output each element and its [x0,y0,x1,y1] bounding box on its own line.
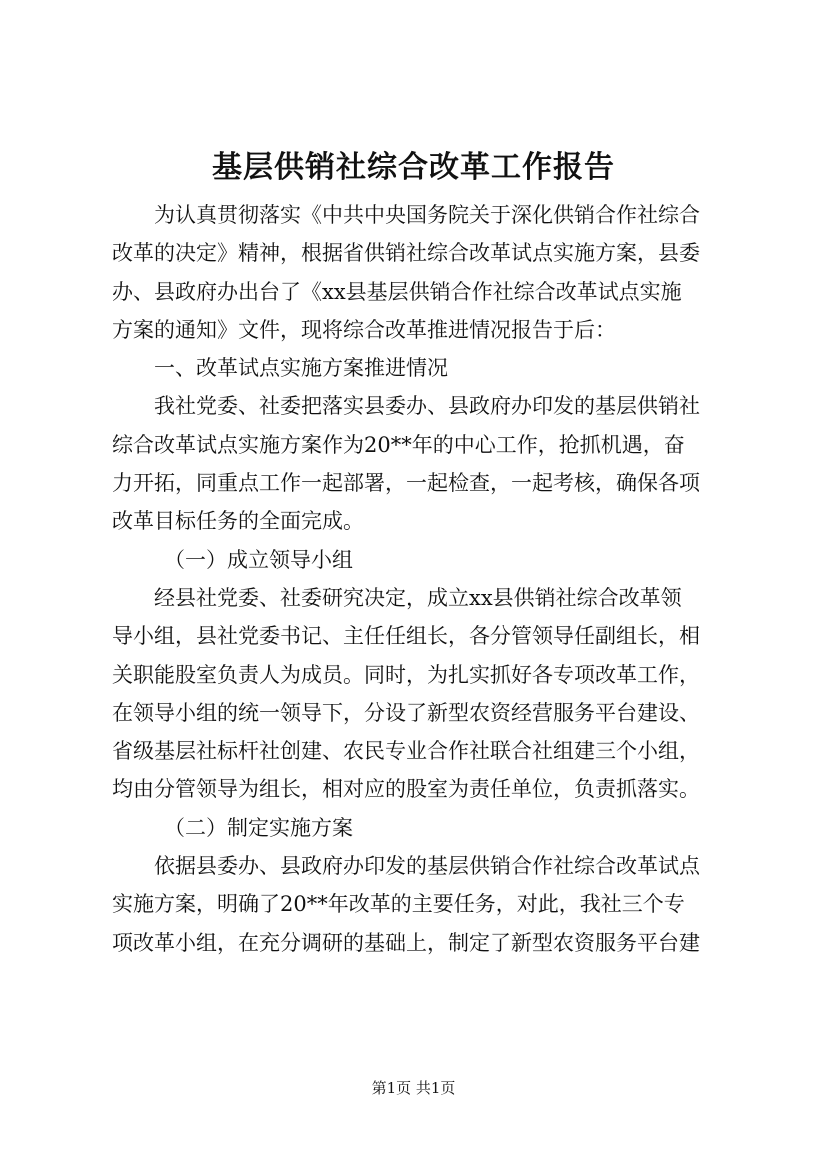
paragraph-line: 关职能股室负责人为成员。同时，为扎实抓好各专项改革工作， [112,662,700,687]
paragraph-line: 改革的决定》精神，根据省供销社综合改革试点实施方案，县委 [112,241,700,266]
paragraph-line: 改革目标任务的全面完成。 [112,509,364,534]
paragraph-line: 在领导小组的统一领导下，分设了新型农资经营服务平台建设、 [112,700,700,725]
paragraph-line: 力开拓，同重点工作一起部署，一起检查，一起考核，确保各项 [112,471,700,496]
paragraph-line: 省级基层社标杆社创建、农民专业合作社联合社组建三个小组， [112,739,700,764]
subsection-heading: （一）成立领导小组 [164,547,353,572]
section-heading: 一、改革试点实施方案推进情况 [154,356,448,381]
paragraph-line: 均由分管领导为组长，相对应的股室为责任单位，负责抓落实。 [112,777,700,802]
paragraph-line: 方案的通知》文件，现将综合改革推进情况报告于后： [112,317,616,342]
paragraph-line: 办、县政府办出台了《xx县基层供销合作社综合改革试点实施 [112,279,682,304]
paragraph-line: 经县社党委、社委研究决定，成立xx县供销社综合改革领 [154,585,682,610]
subsection-heading: （二）制定实施方案 [164,815,353,840]
document-body [112,196,737,962]
paragraph-line: 实施方案，明确了20**年改革的主要任务，对此，我社三个专 [112,892,685,917]
paragraph-line: 导小组，县社党委书记、主任任组长，各分管领导任副组长，相 [112,624,700,649]
paragraph-line: 综合改革试点实施方案作为20**年的中心工作，抢抓机遇，奋 [112,432,685,457]
paragraph-line: 依据县委办、县政府办印发的基层供销合作社综合改革试点 [154,854,700,879]
paragraph-line: 项改革小组，在充分调研的基础上，制定了新型农资服务平台建 [112,930,700,955]
document-title: 基层供销社综合改革工作报告 [212,150,615,185]
paragraph-line: 为认真贯彻落实《中共中央国务院关于深化供销合作社综合 [154,203,700,227]
page-footer: 第1页 共1页 [371,1079,456,1097]
paragraph-line: 我社党委、社委把落实县委办、县政府办印发的基层供销社 [154,394,700,419]
